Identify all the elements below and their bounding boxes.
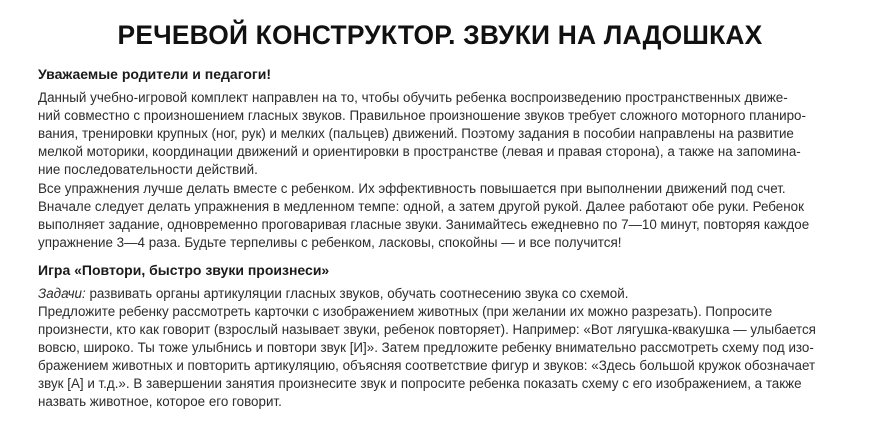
tasks-label: Задачи: xyxy=(38,286,86,301)
paragraph-line: упражнение 3—4 раза. Будьте терпеливы с ребенком, ласковы, спокойны — и все получится! xyxy=(38,235,622,250)
paragraph-line: вания, тренировки крупных (ног, рук) и мелких (пальцев) движений. Поэтому задания в пособии направлены на развитие xyxy=(38,126,794,141)
tasks-line xyxy=(38,285,628,303)
greeting-heading: Уважаемые родители и педагоги! xyxy=(38,66,272,82)
paragraph-line: Данный учебно-игровой комплект направлен на то, чтобы обучить ребенка воспроизведению пространственных движе- xyxy=(38,90,788,105)
tasks-text: развивать органы артикуляции гласных звуков, обучать соотнесению звука со схемой. xyxy=(85,286,629,301)
paragraph-line: Вначале следует делать упражнения в медленном темпе: одной, а затем другой рукой. Далее работают обе руки. Ребенок xyxy=(38,199,804,214)
paragraph-line: ние последовательности действий. xyxy=(38,162,258,177)
game-heading: Игра «Повтори, быстро звуки произнеси» xyxy=(38,262,330,278)
paragraph-line: Все упражнения лучше делать вместе с ребенком. Их эффективность повышается при выполнении движений под счет. xyxy=(38,181,786,196)
paragraph-line: выполняет задание, одновременно проговаривая гласные звуки. Занимайтесь ежедневно по 7—10 минут, повторяя каждое xyxy=(38,217,810,232)
paragraph-line: назвать животное, которое его говорит. xyxy=(38,394,282,409)
paragraph-line: Предложите ребенку рассмотреть карточки с изображением животных (при желании их можно разрезать). Попросите xyxy=(38,304,773,319)
paragraph-line: бражением животных и повторить артикуляцию, объясняя соответствие фигур и звуков: «Здесь большой кружок обозначает xyxy=(38,358,816,373)
paragraph-line: ний совместно с произношением гласных звуков. Правильное произношение звуков требует сложного моторного планиро- xyxy=(38,108,806,123)
paragraph-line: произнести, кто как говорит (взрослый называет звуки, ребенок повторяет). Например: «Вот лягушка-квакушка — улыбается xyxy=(38,322,816,337)
paragraph-line: звук [А] и т.д.». В завершении занятия произнесите звук и попросите ребенка показать схему с его изображением, а также xyxy=(38,376,802,391)
paragraph-line: мелкой моторики, координации движений и ориентировки в пространстве (левая и правая сторона), а также на запомина- xyxy=(38,144,801,159)
page-title: РЕЧЕВОЙ КОНСТРУКТОР. ЗВУКИ НА ЛАДОШКАХ xyxy=(117,20,763,50)
paragraph-line: вовсю, широко. Ты тоже улыбнись и повтори звук [И]». Затем предложите ребенку внимательно рассмотреть схему под изо- xyxy=(38,340,814,355)
